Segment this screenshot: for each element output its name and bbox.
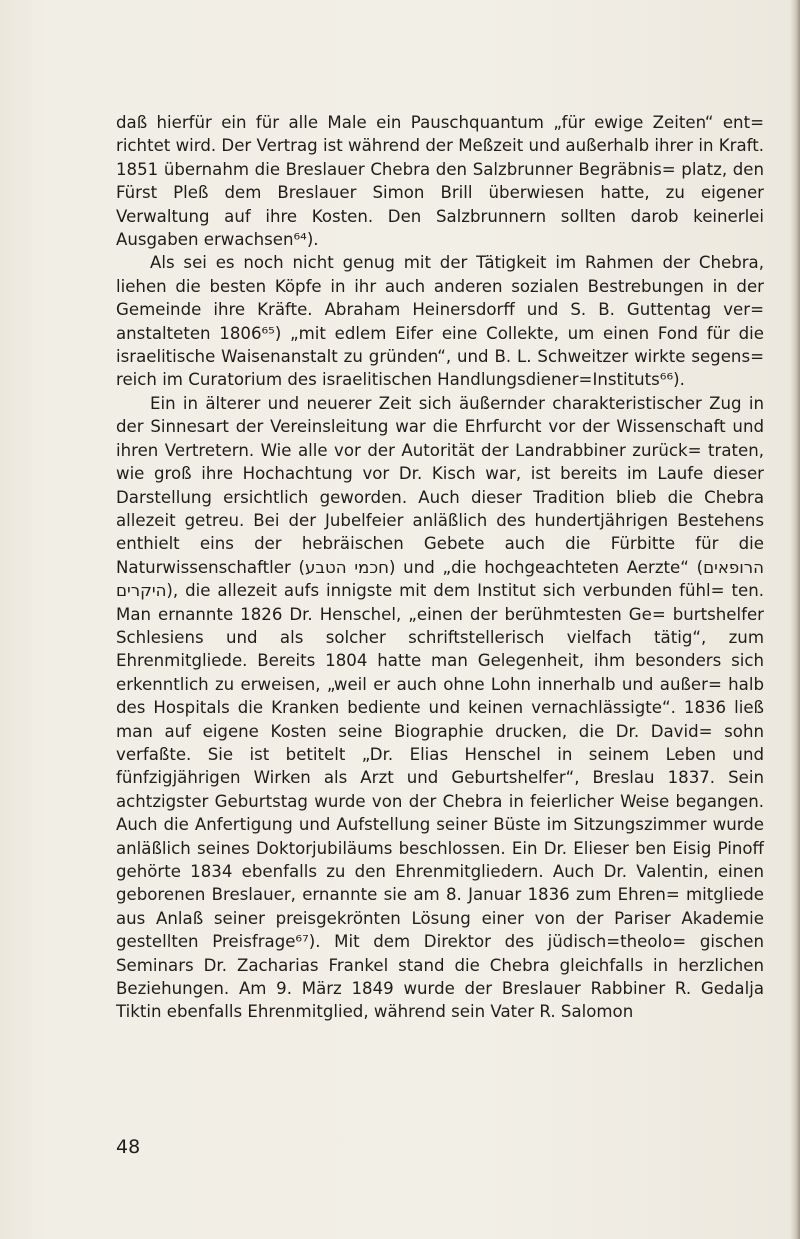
paragraph-science-reverence: Ein in älterer und neuerer Zeit sich äußernder charakteristischer Zug in der Sinnesart der Vereinsleitung war die Ehrfurcht vor der Wissenschaft und ihren Vertretern. Wie alle vor der Autorität der Landrabbiner zurück= traten, wie groß ihre Hochachtung vor Dr. Kisch war, ist bereits im Laufe dieser Darstellung ersichtlich geworden. Auch dieser Tradition blieb die Chebra allezeit getreu. Bei der Jubelfeier anläßlich des hundertjährigen Bestehens enthielt eins der hebräischen Gebete auch die Fürbitte für die Naturwissenschaftler (חכמי הטבע) und „die hochgeachteten Aerzte“ (הרופאים היקרים), die allezeit aufs innigste mit dem Institut sich verbunden fühl= ten. Man ernannte 1826 Dr. Henschel, „einen der berühmtesten Ge= burtshelfer Schlesiens und als solcher schriftstellerisch vielfach tätig“, zum Ehrenmitgliede. Bereits 1804 hatte man Gelegenheit, ihm besonders sich erkenntlich zu erweisen, „weil er auch ohne Lohn innerhalb und außer= halb des Hospitals die Kranken bediente und keinen vernachlässigte“. 1836 ließ man auf eigene Kosten seine Biographie drucken, die Dr. David= sohn verfaßte. Sie ist betitelt „Dr. Elias Henschel in seinem Leben und fünfzigjährigen Wirken als Arzt und Geburtshelfer“, Breslau 1837. Sein achtzigster Geburtstag wurde von der Chebra in feierlicher Weise begangen. Auch die Anfertigung und Aufstellung seiner Büste im Sitzungszimmer wurde anläßlich seines Doktorjubiläums beschlossen. Ein Dr. Elieser ben Eisig Pinoff gehörte 1834 ebenfalls zu den Ehrenmitgliedern. Auch Dr. Valentin, einen geborenen Breslauer, ernannte sie am 8. Januar 1836 zum Ehren= mitgliede aus Anlaß seiner preisgekrönten Lösung einer von der Pariser Akademie gestellten Preisfrage⁶⁷). Mit dem Direktor des jüdisch=theolo= gischen Seminars Dr. Zacharias Frankel stand die Chebra gleichfalls in herzlichen Beziehungen. Am 9. März 1849 wurde der Breslauer Rabbiner R. Gedalja Tiktin ebenfalls Ehrenmitglied, während sein Vater R. Salomon: [116, 393, 764, 1022]
page-edge-shadow: [790, 0, 800, 1239]
page-number: 48: [116, 1136, 141, 1158]
paragraph-social-efforts: Als sei es noch nicht genug mit der Tätigkeit im Rahmen der Chebra, liehen die besten Köpfe in ihr auch anderen sozialen Bestrebungen in der Gemeinde ihre Kräfte. Abraham Heinersdorff und S. B. Guttentag ver= anstalteten 1806⁶⁵) „mit edlem Eifer eine Collekte, um einen Fond für die israelitische Waisenanstalt zu gründen“, und B. L. Schweitzer wirkte segens= reich im Curatorium des israelitischen Handlungsdiener=Instituts⁶⁶).: [116, 253, 764, 390]
body-text: [116, 111, 764, 1024]
paragraph-continuation: daß hierfür ein für alle Male ein Pauschquantum „für ewige Zeiten“ ent= richtet wird. Der Vertrag ist während der Meßzeit und außerhalb ihrer in Kraft. 1851 übernahm die Breslauer Chebra den Salzbrunner Begräbnis= platz, den Fürst Pleß dem Breslauer Simon Brill überwiesen hatte, zu eigener Verwaltung auf ihre Kosten. Den Salzbrunnern sollten darob keinerlei Ausgaben erwachsen⁶⁴).: [116, 113, 764, 250]
